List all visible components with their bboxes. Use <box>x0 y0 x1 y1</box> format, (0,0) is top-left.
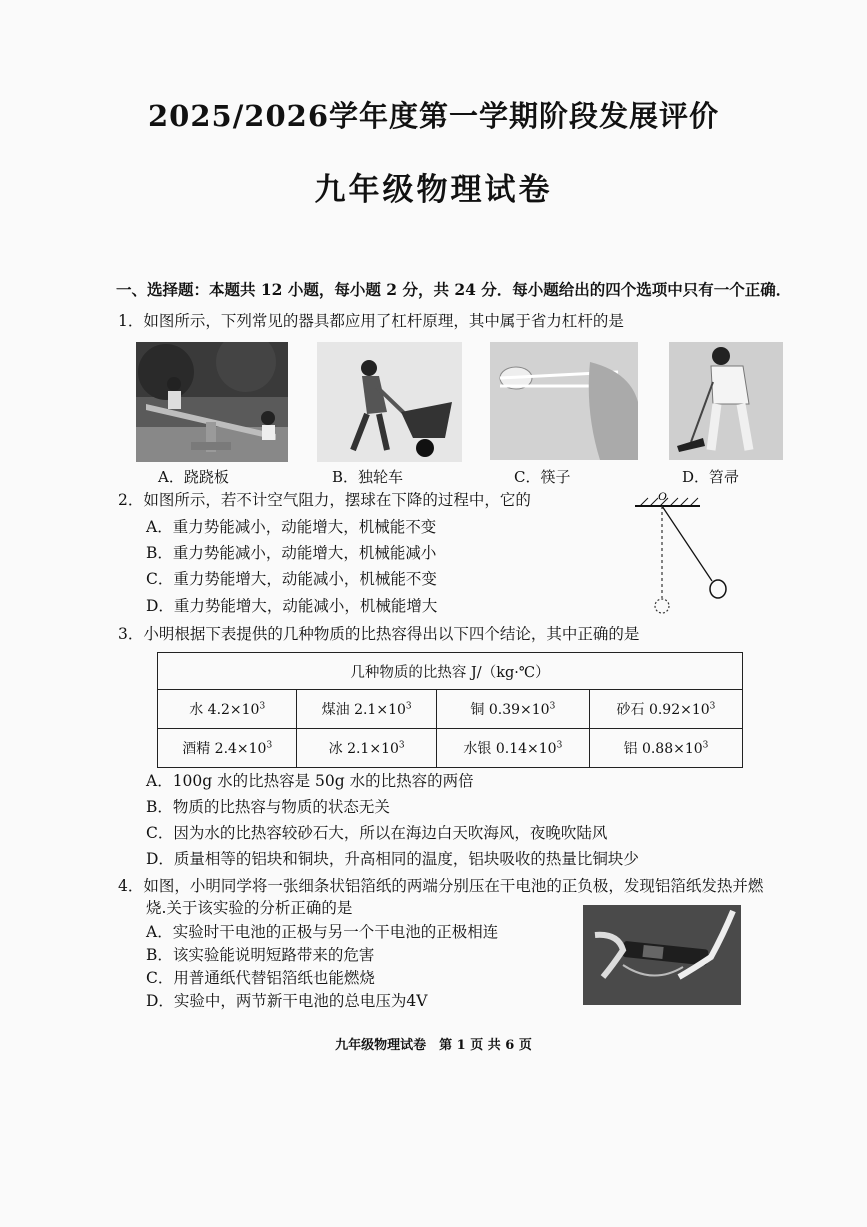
q2-option-c: C．重力势能增大，动能减小，机械能不变 <box>146 570 437 588</box>
table-cell: 铝 $0.88\times 10^3$ <box>589 729 742 768</box>
exam-title: 2025/2026学年度第一学期阶段发展评价 <box>147 99 720 133</box>
q3-option-a: A．100g 水的比热容是 50g 水的比热容的两倍 <box>146 772 474 790</box>
battery-foil-photo <box>583 905 741 1005</box>
specific-heat-table <box>157 652 743 768</box>
section-heading: 一、选择题：本题共 12 小题，每小题 2 分，共 24 分．每小题给出的四个选项中只有一个正确． <box>116 280 792 299</box>
pivot-label: O <box>658 489 667 503</box>
table-row <box>158 729 743 768</box>
q2-option-a: A．重力势能减小，动能增大，机械能不变 <box>146 518 437 536</box>
table-cell: 铜 $0.39\times 10^3$ <box>436 690 589 729</box>
table-cell: 水银 $0.14\times 10^3$ <box>436 729 589 768</box>
q1-option-a: A．跷跷板 <box>158 468 229 486</box>
q2-option-d: D．重力势能增大，动能减小，机械能增大 <box>146 597 438 615</box>
table-cell: 砂石 $0.92\times 10^3$ <box>589 690 742 729</box>
chopsticks-photo <box>490 342 638 460</box>
q3-option-d: D．质量相等的铝块和铜块，升高相同的温度，铝块吸收的热量比铜块少 <box>146 850 639 868</box>
question-4-stem-line2: 烧.关于该实验的分析正确的是 <box>146 899 353 917</box>
table-cell: 冰 $2.1\times 10^3$ <box>297 729 436 768</box>
q4-option-b: B．该实验能说明短路带来的危害 <box>146 946 375 964</box>
exam-subtitle: 九年级物理试卷 <box>314 172 553 208</box>
wheelbarrow-photo <box>317 342 462 462</box>
question-3-stem: 3．小明根据下表提供的几种物质的比热容得出以下四个结论，其中正确的是 <box>118 625 640 643</box>
question-2-stem: 2．如图所示，若不计空气阻力，摆球在下降的过程中，它的 <box>118 491 531 509</box>
q4-option-d: D．实验中，两节新干电池的总电压为4V <box>146 992 428 1010</box>
question-4-stem-line1: 4．如图，小明同学将一张细条状铝箔纸的两端分别压在干电池的正负极，发现铝箔纸发热并燃 <box>118 877 764 895</box>
q1-option-b: B．独轮车 <box>332 468 404 486</box>
q3-option-c: C．因为水的比热容较砂石大，所以在海边白天吹海风，夜晚吹陆风 <box>146 824 608 842</box>
question-1-stem: 1．如图所示，下列常见的器具都应用了杠杆原理，其中属于省力杠杆的是 <box>118 312 624 330</box>
table-cell: 水 $4.2\times 10^3$ <box>158 690 297 729</box>
pendulum-diagram <box>630 488 735 618</box>
q1-option-d: D．笤帚 <box>682 468 740 486</box>
q2-option-b: B．重力势能减小，动能增大，机械能减小 <box>146 544 437 562</box>
q4-option-a: A．实验时干电池的正极与另一个干电池的正极相连 <box>146 923 499 941</box>
seesaw-photo <box>136 342 288 462</box>
table-cell: 酒精 $2.4\times 10^3$ <box>158 729 297 768</box>
q3-option-b: B．物质的比热容与物质的状态无关 <box>146 798 390 816</box>
page-footer: 九年级物理试卷 第 1 页 共 6 页 <box>335 1038 532 1053</box>
broom-photo <box>669 342 783 460</box>
q4-option-c: C．用普通纸代替铝箔纸也能燃烧 <box>146 969 375 987</box>
table-row <box>158 690 743 729</box>
table-cell: 煤油 $2.1\times 10^3$ <box>297 690 436 729</box>
q1-option-c: C．筷子 <box>514 468 571 486</box>
table-title: 几种物质的比热容 J/（kg·℃） <box>158 653 743 690</box>
